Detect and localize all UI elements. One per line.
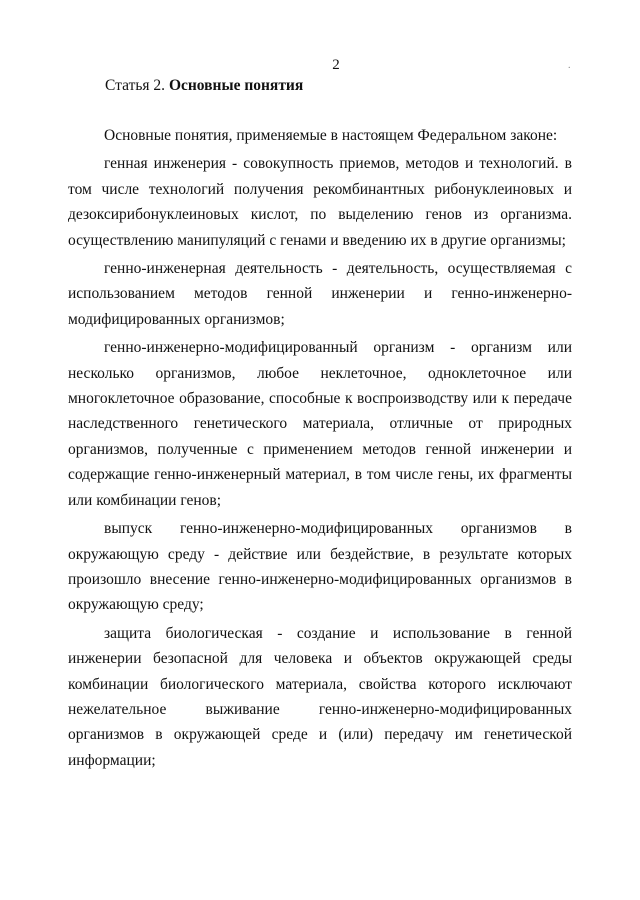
article-prefix: Статья 2. (105, 77, 166, 94)
intro-paragraph: Основные понятия, применяемые в настоящем Федеральном законе: (104, 127, 558, 144)
article-heading (105, 77, 303, 95)
definition-biological-protection: защита биологическая - создание и использование в генной инженерии безопасной для человека и объектов окружающей среды комбинации биологического материала, свойства которого исключают нежелательное выживание генно-инженерно-модифицированных организмов в окружающей среде и (или) передачу им генетической информации; (68, 624, 572, 769)
corner-mark: . (568, 60, 571, 71)
page-number: 2 (332, 57, 340, 73)
definition-environmental-release: выпуск генно-инженерно-модифицированных организмов в окружающую среду - действие или бездействие, в результате которых произошло внесение генно-инженерно-модифицированных организмов в окружающую среду; (68, 520, 572, 614)
article-body (68, 123, 572, 773)
definition-genetic-engineering: генная инженерия - совокупность приемов, методов и технологий. в том числе технологий получения рекомбинантных рибонуклеиновых и дезоксирибонуклеиновых кислот, по выделению генов из организма. осуществлению манипуляций с генами и введению их в другие организмы; (68, 155, 572, 249)
article-title: Основные понятия (168, 77, 304, 94)
definition-genetic-engineering-activity: генно-инженерная деятельность - деятельность, осуществляемая с использованием методов генной инженерии и генно-инженерно-модифицированных организмов; (68, 260, 572, 328)
definition-gmo: генно-инженерно-модифицированный организм - организм или несколько организмов, любое неклеточное, одноклеточное или многоклеточное образование, способные к воспроизводству или к передаче наследственного генетического материала, отличные от природных организмов, полученные с применением методов генной инженерии и содержащие генно-инженерный материал, в том числе гены, их фрагменты или комбинации генов; (68, 339, 572, 509)
